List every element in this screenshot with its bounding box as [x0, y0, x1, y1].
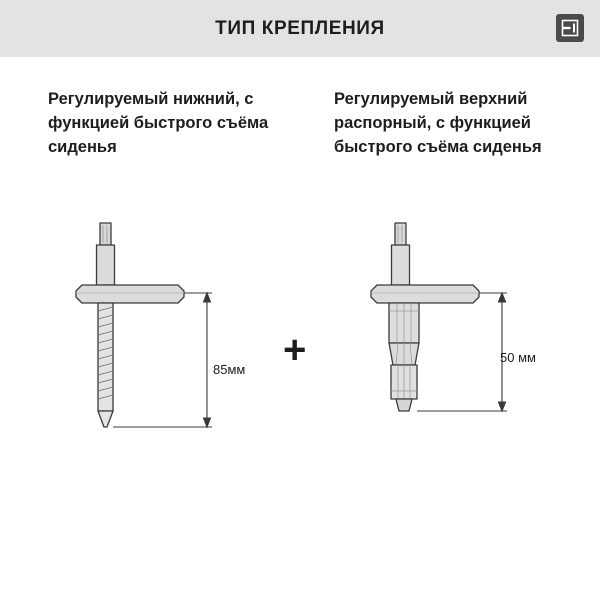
header-bar — [0, 0, 600, 57]
column-heading-right: Регулируемый верхний распорный, с функцией быстрого съёма сиденья — [334, 90, 542, 156]
fastener-drawing-left — [60, 215, 260, 445]
brand-logo — [556, 14, 584, 42]
plus-separator: + — [283, 328, 307, 372]
dimension-label-right: 50 мм — [500, 350, 536, 365]
fastener-drawing-right — [355, 215, 555, 445]
dimension-label-left: 85мм — [213, 362, 246, 377]
page-title: ТИП КРЕПЛЕНИЯ — [215, 17, 385, 39]
column-heading-left: Регулируемый нижний, с функцией быстрого съёма сиденья — [48, 90, 269, 156]
